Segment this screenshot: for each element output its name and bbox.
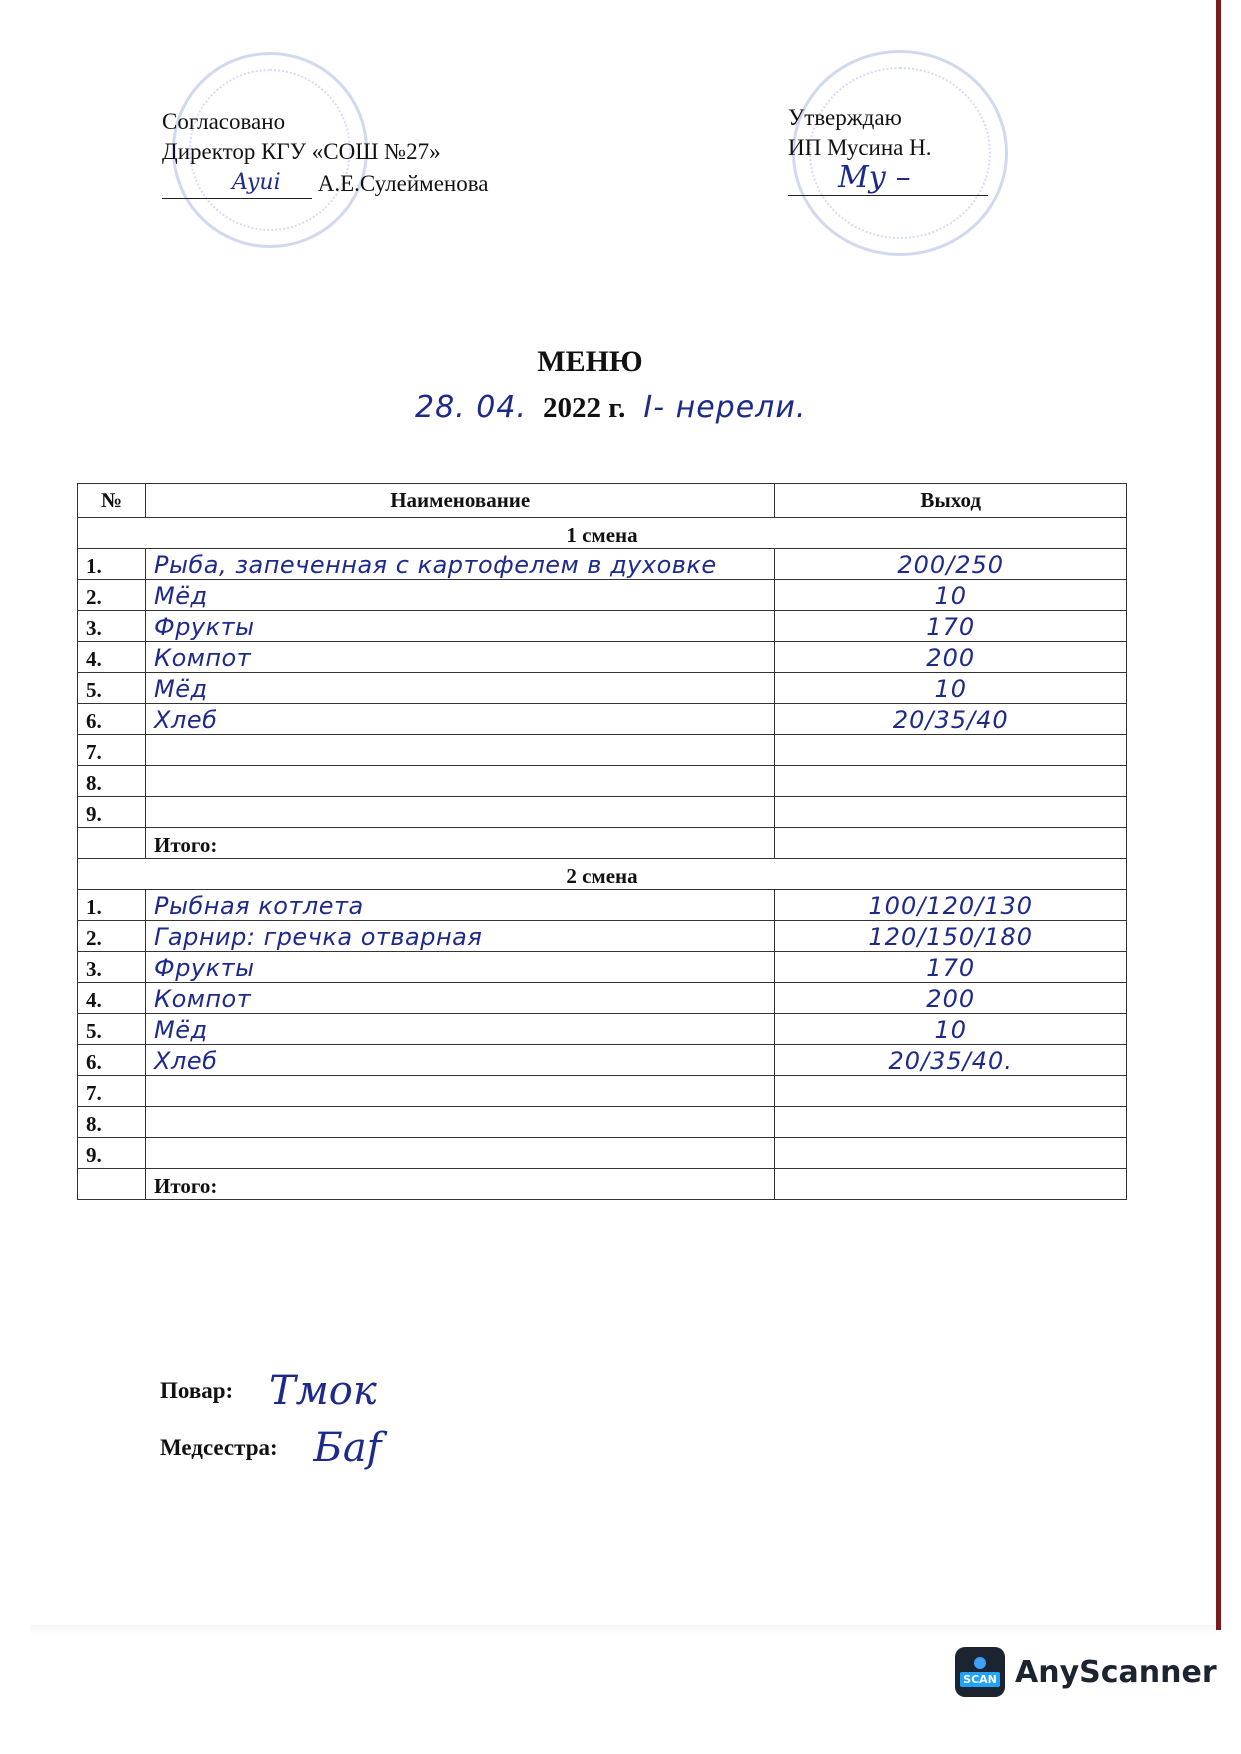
shift-row	[78, 518, 1127, 549]
total-value-cell	[775, 828, 1127, 859]
date-row	[415, 390, 806, 425]
item-output: 10	[775, 1014, 1127, 1045]
owner-title: ИП Мусина Н.	[788, 135, 932, 160]
header-confirm-block	[788, 103, 988, 196]
total-num-cell	[78, 1169, 146, 1200]
item-output	[775, 1107, 1127, 1138]
shift-label	[78, 859, 1127, 890]
menu-table	[77, 483, 1127, 1200]
shift2-rows	[78, 890, 1127, 1169]
item-output: 170	[775, 611, 1127, 642]
table-row	[78, 673, 1127, 704]
table-row	[78, 735, 1127, 766]
item-name	[146, 735, 775, 766]
table-row	[78, 983, 1127, 1014]
total-label: Итого:	[146, 1169, 775, 1200]
item-name	[146, 766, 775, 797]
scanner-logo-icon	[955, 1647, 1005, 1697]
approval-label: Согласовано	[162, 109, 286, 134]
header-name: Наименование	[146, 484, 775, 518]
row-number: 9.	[78, 1138, 146, 1169]
cook-label: Повар:	[160, 1378, 234, 1403]
item-output	[775, 735, 1127, 766]
item-output: 170	[775, 952, 1127, 983]
row-number: 7.	[78, 735, 146, 766]
item-name	[146, 797, 775, 828]
handwritten-date: 28. 04.	[415, 390, 527, 425]
table-row	[78, 611, 1127, 642]
director-title: Директор КГУ «СОШ №27»	[162, 139, 441, 164]
header-output: Выход	[775, 484, 1127, 518]
item-name: Гарнир: гречка отварная	[146, 921, 775, 952]
row-number: 8.	[78, 766, 146, 797]
total-num-cell	[78, 828, 146, 859]
table-row	[78, 797, 1127, 828]
total-row	[78, 1169, 1127, 1200]
item-name: Мёд	[146, 1014, 775, 1045]
item-name: Рыбная котлета	[146, 890, 775, 921]
row-number: 3.	[78, 952, 146, 983]
confirm-label: Утверждаю	[788, 105, 902, 130]
scanner-watermark	[955, 1645, 1217, 1699]
item-output	[775, 797, 1127, 828]
owner-signature-row	[788, 160, 988, 196]
page-bottom-edge	[30, 1625, 1216, 1635]
nurse-signature: Баf	[313, 1425, 382, 1471]
table-row	[78, 1107, 1127, 1138]
item-name: Рыба, запеченная с картофелем в духовке	[146, 549, 775, 580]
header-approval-block	[162, 107, 489, 199]
item-output: 20/35/40	[775, 704, 1127, 735]
row-number: 4.	[78, 642, 146, 673]
cook-signature-row	[160, 1368, 377, 1414]
row-number: 1.	[78, 890, 146, 921]
row-number: 6.	[78, 704, 146, 735]
item-output: 200/250	[775, 549, 1127, 580]
row-number: 4.	[78, 983, 146, 1014]
item-output	[775, 1138, 1127, 1169]
item-output: 200	[775, 983, 1127, 1014]
table-row	[78, 952, 1127, 983]
item-name: Компот	[146, 983, 775, 1014]
item-output: 10	[775, 673, 1127, 704]
item-output	[775, 1076, 1127, 1107]
table-row	[78, 704, 1127, 735]
item-name	[146, 1138, 775, 1169]
table-row	[78, 1138, 1127, 1169]
row-number: 7.	[78, 1076, 146, 1107]
item-name: Компот	[146, 642, 775, 673]
page-title: МЕНЮ	[537, 345, 643, 378]
handwritten-note: I- нерели.	[643, 390, 807, 425]
nurse-signature-row	[160, 1425, 381, 1471]
signature-line	[162, 167, 312, 199]
item-name: Фрукты	[146, 952, 775, 983]
table-row	[78, 1076, 1127, 1107]
shift1-rows	[78, 549, 1127, 828]
table-row	[78, 1014, 1127, 1045]
item-output	[775, 766, 1127, 797]
table-row	[78, 580, 1127, 611]
item-name: Хлеб	[146, 1045, 775, 1076]
shift-row	[78, 859, 1127, 890]
watermark-text: AnyScanner	[1015, 1654, 1217, 1690]
signature-line	[788, 160, 988, 196]
shift-label-text: 1 смена	[566, 523, 638, 547]
cook-signature: Тмок	[268, 1368, 377, 1414]
item-name: Мёд	[146, 580, 775, 611]
logo-label: SCAN	[960, 1672, 1000, 1687]
shift-label	[78, 518, 1127, 549]
header-num: №	[78, 484, 146, 518]
page-edge-margin	[1221, 0, 1241, 1754]
row-number: 1.	[78, 549, 146, 580]
total-value-cell	[775, 1169, 1127, 1200]
item-name	[146, 1107, 775, 1138]
table-row	[78, 890, 1127, 921]
item-output: 20/35/40.	[775, 1045, 1127, 1076]
item-output: 10	[775, 580, 1127, 611]
director-name: А.Е.Сулейменова	[317, 171, 489, 196]
item-name	[146, 1076, 775, 1107]
date-year: 2022 г.	[542, 392, 626, 424]
item-output: 120/150/180	[775, 921, 1127, 952]
nurse-label: Медсестра:	[160, 1435, 278, 1460]
row-number: 3.	[78, 611, 146, 642]
item-output: 100/120/130	[775, 890, 1127, 921]
row-number: 8.	[78, 1107, 146, 1138]
table-row	[78, 766, 1127, 797]
row-number: 9.	[78, 797, 146, 828]
row-number: 5.	[78, 1014, 146, 1045]
row-number: 2.	[78, 580, 146, 611]
table-row	[78, 921, 1127, 952]
item-name: Мёд	[146, 673, 775, 704]
owner-signature: Му –	[838, 160, 911, 195]
shift-label-text: 2 смена	[566, 864, 638, 888]
row-number: 5.	[78, 673, 146, 704]
row-number: 6.	[78, 1045, 146, 1076]
table-row	[78, 642, 1127, 673]
table-row	[78, 1045, 1127, 1076]
director-signature: Ayui	[232, 170, 281, 195]
table-row	[78, 549, 1127, 580]
row-number: 2.	[78, 921, 146, 952]
item-name: Хлеб	[146, 704, 775, 735]
logo-dot	[974, 1657, 986, 1669]
table-header-row	[78, 484, 1127, 518]
item-output: 200	[775, 642, 1127, 673]
total-label: Итого:	[146, 828, 775, 859]
item-name: Фрукты	[146, 611, 775, 642]
total-row	[78, 828, 1127, 859]
director-signature-row	[162, 167, 489, 199]
